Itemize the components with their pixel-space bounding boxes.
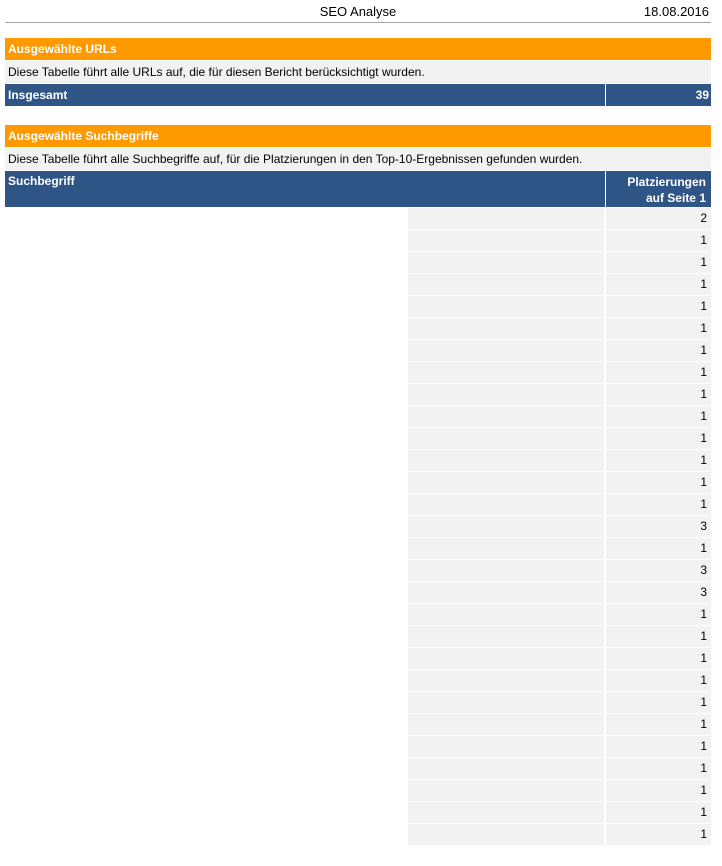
table-cell-count: 1 [606, 670, 711, 691]
table-cell-term [408, 296, 604, 317]
table-cell-count: 1 [606, 428, 711, 449]
report-date: 18.08.2016 [643, 4, 709, 19]
table-row [408, 208, 711, 230]
table-cell-term [408, 714, 604, 735]
table-cell-term [408, 230, 604, 251]
section-description-urls: Diese Tabelle führt alle URLs auf, die für diesen Bericht berücksichtigt wurden. [5, 61, 711, 83]
table-row [408, 494, 711, 516]
table-cell-count: 1 [606, 450, 711, 471]
table-cell-count: 3 [606, 560, 711, 581]
table-cell-count: 3 [606, 582, 711, 603]
table-cell-term [408, 208, 604, 229]
table-cell-term [408, 274, 604, 295]
table-cell-count: 1 [606, 472, 711, 493]
urls-total-row [5, 84, 711, 106]
table-cell-term [408, 538, 604, 559]
section-description-terms: Diese Tabelle führt alle Suchbegriffe auf, für die Platzierungen in den Top-10-Ergebnissen gefunden wurden. [5, 148, 711, 170]
table-row [408, 230, 711, 252]
table-cell-term [408, 670, 604, 691]
table-cell-term [408, 626, 604, 647]
urls-total-value: 39 [606, 84, 711, 106]
table-cell-count: 1 [606, 494, 711, 515]
table-cell-count: 1 [606, 362, 711, 383]
table-row [408, 604, 711, 626]
table-cell-count: 1 [606, 780, 711, 801]
column-header-term-label: Suchbegriff [8, 174, 75, 188]
table-cell-count: 1 [606, 648, 711, 669]
table-cell-term [408, 736, 604, 757]
section-title-urls: Ausgewählte URLs [5, 38, 711, 60]
table-row [408, 274, 711, 296]
section-title-terms: Ausgewählte Suchbegriffe [5, 125, 711, 147]
table-cell-count: 1 [606, 252, 711, 273]
table-row [408, 802, 711, 824]
column-header-count [606, 171, 711, 207]
table-cell-term [408, 428, 604, 449]
table-row [408, 428, 711, 450]
report-title: SEO Analyse [319, 4, 397, 19]
table-row [408, 736, 711, 758]
table-row [408, 714, 711, 736]
table-cell-term [408, 648, 604, 669]
table-row [408, 406, 711, 428]
column-header-term [5, 171, 605, 207]
table-cell-count: 1 [606, 604, 711, 625]
table-row [408, 648, 711, 670]
table-cell-term [408, 494, 604, 515]
table-row [408, 780, 711, 802]
table-row [408, 560, 711, 582]
terms-table-body [408, 208, 711, 846]
table-cell-term [408, 824, 604, 845]
table-cell-count: 1 [606, 230, 711, 251]
table-cell-count: 1 [606, 340, 711, 361]
table-cell-count: 1 [606, 626, 711, 647]
table-cell-term [408, 318, 604, 339]
table-cell-count: 1 [606, 692, 711, 713]
table-cell-term [408, 472, 604, 493]
table-row [408, 582, 711, 604]
table-cell-count: 2 [606, 208, 711, 229]
table-row [408, 252, 711, 274]
table-cell-count: 1 [606, 714, 711, 735]
table-row [408, 692, 711, 714]
table-row [408, 472, 711, 494]
table-cell-count: 1 [606, 406, 711, 427]
column-header-count-line2: auf Seite 1 [645, 191, 706, 205]
table-row [408, 318, 711, 340]
table-cell-term [408, 384, 604, 405]
table-cell-term [408, 780, 604, 801]
table-row [408, 516, 711, 538]
table-row [408, 362, 711, 384]
table-cell-term [408, 802, 604, 823]
table-cell-term [408, 692, 604, 713]
table-cell-term [408, 560, 604, 581]
table-cell-count: 1 [606, 318, 711, 339]
table-row [408, 538, 711, 560]
table-cell-term [408, 252, 604, 273]
table-cell-count: 3 [606, 516, 711, 537]
table-cell-term [408, 582, 604, 603]
table-cell-count: 1 [606, 758, 711, 779]
table-row [408, 296, 711, 318]
table-cell-count: 1 [606, 802, 711, 823]
table-cell-term [408, 516, 604, 537]
table-row [408, 824, 711, 846]
table-cell-term [408, 604, 604, 625]
table-cell-count: 1 [606, 384, 711, 405]
table-row [408, 450, 711, 472]
table-row [408, 626, 711, 648]
page-header [5, 0, 711, 23]
table-cell-count: 1 [606, 296, 711, 317]
table-cell-count: 1 [606, 538, 711, 559]
table-row [408, 384, 711, 406]
table-cell-term [408, 450, 604, 471]
table-row [408, 758, 711, 780]
table-cell-count: 1 [606, 274, 711, 295]
table-cell-term [408, 340, 604, 361]
terms-table-header [5, 171, 711, 207]
table-cell-term [408, 406, 604, 427]
table-row [408, 670, 711, 692]
column-header-count-line1: Platzierungen [627, 175, 706, 189]
table-cell-count: 1 [606, 736, 711, 757]
table-cell-term [408, 758, 604, 779]
table-cell-count: 1 [606, 824, 711, 845]
urls-total-label: Insgesamt [5, 84, 605, 106]
table-cell-term [408, 362, 604, 383]
table-row [408, 340, 711, 362]
